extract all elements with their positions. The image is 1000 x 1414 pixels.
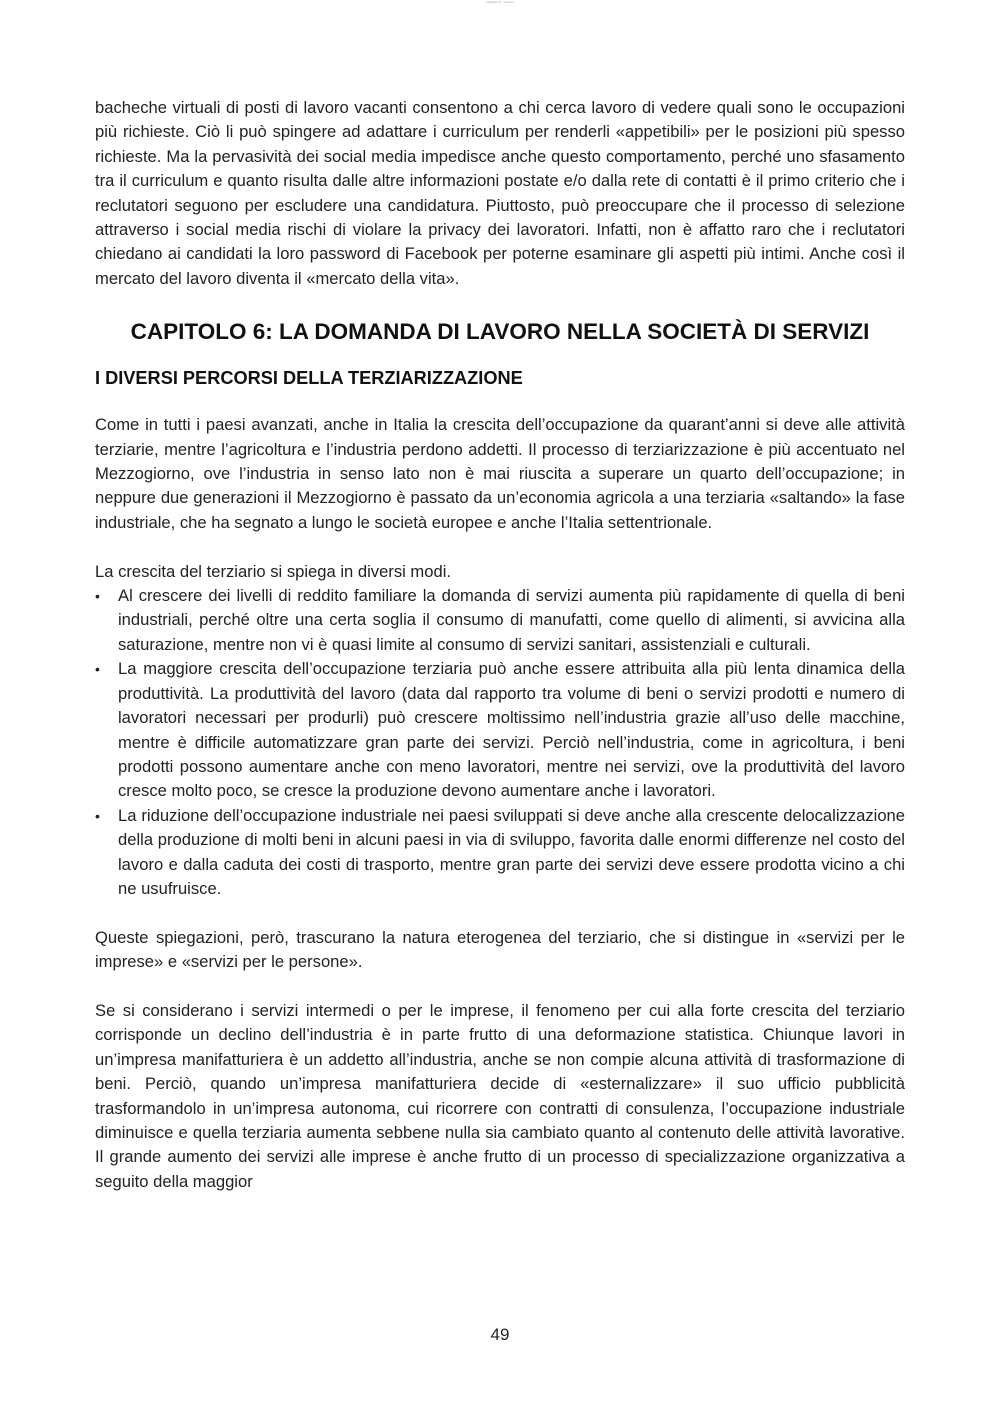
- list-item: [95, 657, 905, 803]
- list-item: [95, 584, 905, 657]
- list-item-text: Al crescere dei livelli di reddito familiare la domanda di servizi aumenta più rapidamente di quella di beni industriali, perché oltre una certa soglia il consumo di manufatti, come quello di alimenti, si avvicina alla saturazione, mentre non vi è quasi limite al consumo di servizi sanitari, assistenziali e culturali.: [118, 586, 905, 654]
- list-item: [95, 804, 905, 902]
- section-title: I DIVERSI PERCORSI DELLA TERZIARIZZAZIONE: [95, 368, 523, 389]
- list-intro: La crescita del terziario si spiega in diversi modi.: [95, 561, 451, 581]
- paragraph-heterogeneous: Queste spiegazioni, però, trascurano la natura eterogenea del terziario, che si distingue in «servizi per le imprese» e «servizi per le persone».: [95, 927, 905, 972]
- running-header-mark: Capitolo 6 - Lavoro: [485, 0, 515, 4]
- bullet-icon: •: [95, 807, 100, 824]
- page-number: 49: [490, 1325, 510, 1344]
- paragraph-business-services: Se si considerano i servizi intermedi o per le imprese, il fenomeno per cui alla forte crescita del terziario corrisponde un declino dell’industria è in parte frutto di una deformazione statistica. Chiunque lavori in un’impresa manifatturiera è un addetto all’industria, anche se non compie alcuna attività di trasformazione di beni. Perciò, quando un’impresa manifatturiera decide di «esternalizzare» il suo ufficio pubblicità trasformandolo in un’impresa autonoma, cui ricorrere con contratti di consulenza, l’occupazione industriale diminuisce e quella terziaria aumenta sebbene nulla sia cambiato quanto al contenuto delle attività lavorative. Il grande aumento dei servizi alle imprese è anche frutto di un processo di specializzazione organizzativa a seguito della maggior: [95, 1000, 905, 1191]
- list-item-text: La maggiore crescita dell’occupazione terziaria può anche essere attribuita alla più lenta dinamica della produttività. La produttività del lavoro (data dal rapporto tra volume di beni o servizi prodotti e numero di lavoratori necessari per produrli) può crescere moltissimo nell’industria grazie all’uso delle macchine, mentre è difficile automatizzare gran parte dei servizi. Perciò nell’industria, come in agricoltura, i beni prodotti possono aumentare anche con meno lavoratori, mentre nei servizi, ove la produttività del lavoro cresce molto poco, se cresce la produzione devono aumentare anche i lavoratori.: [118, 659, 905, 801]
- bullet-icon: •: [95, 588, 100, 605]
- page-body: [95, 96, 905, 1194]
- chapter-title: CAPITOLO 6: LA DOMANDA DI LAVORO NELLA SOCIETÀ DI SERVIZI: [130, 319, 870, 345]
- paragraph-tertiarization: Come in tutti i paesi avanzati, anche in Italia la crescita dell’occupazione da quarant’anni si deve alle attività terziarie, mentre l’agricoltura e l’industria perdono addetti. Il processo di terziarizzazione è più accentuato nel Mezzogiorno, ove l’industria in senso lato non è mai riuscita a superare un quarto dell’occupazione; in neppure due generazioni il Mezzogiorno è passato da un’economia agricola a una terziaria «saltando» la fase industriale, che ha segnato a lungo le società europee e anche l’Italia settentrionale.: [95, 415, 905, 532]
- list-item-text: La riduzione dell’occupazione industriale nei paesi sviluppati si deve anche alla crescente delocalizzazione della produzione di molti beni in alcuni paesi in via di sviluppo, favorita dalle enormi differenze nel costo del lavoro e dalla caduta dei costi di trasporto, mentre gran parte dei servizi deve essere prodotta vicino a chi ne usufruisce.: [118, 805, 905, 898]
- paragraph-social-media: bacheche virtuali di posti di lavoro vacanti consentono a chi cerca lavoro di vedere quali sono le occupazioni più richieste. Ciò li può spingere ad adattare i curriculum per renderli «appetibili» per le posizioni più spesso richieste. Ma la pervasività dei social media impedisce anche questo comportamento, perché uno sfasamento tra il curriculum e quanto risulta dalle altre informazioni postate e/o dalla rete di contatti è il primo criterio che i reclutatori seguono per escludere una candidatura. Piuttosto, può preoccupare che il processo di selezione attraverso i social media rischi di violare la privacy dei lavoratori. Infatti, non è affatto raro che i reclutatori chiedano ai candidati la loro password di Facebook per poterne esaminare gli aspetti più intimi. Anche così il mercato del lavoro diventa il «mercato della vita».: [95, 98, 905, 288]
- bullet-list: [95, 584, 905, 901]
- bullet-icon: •: [95, 661, 100, 678]
